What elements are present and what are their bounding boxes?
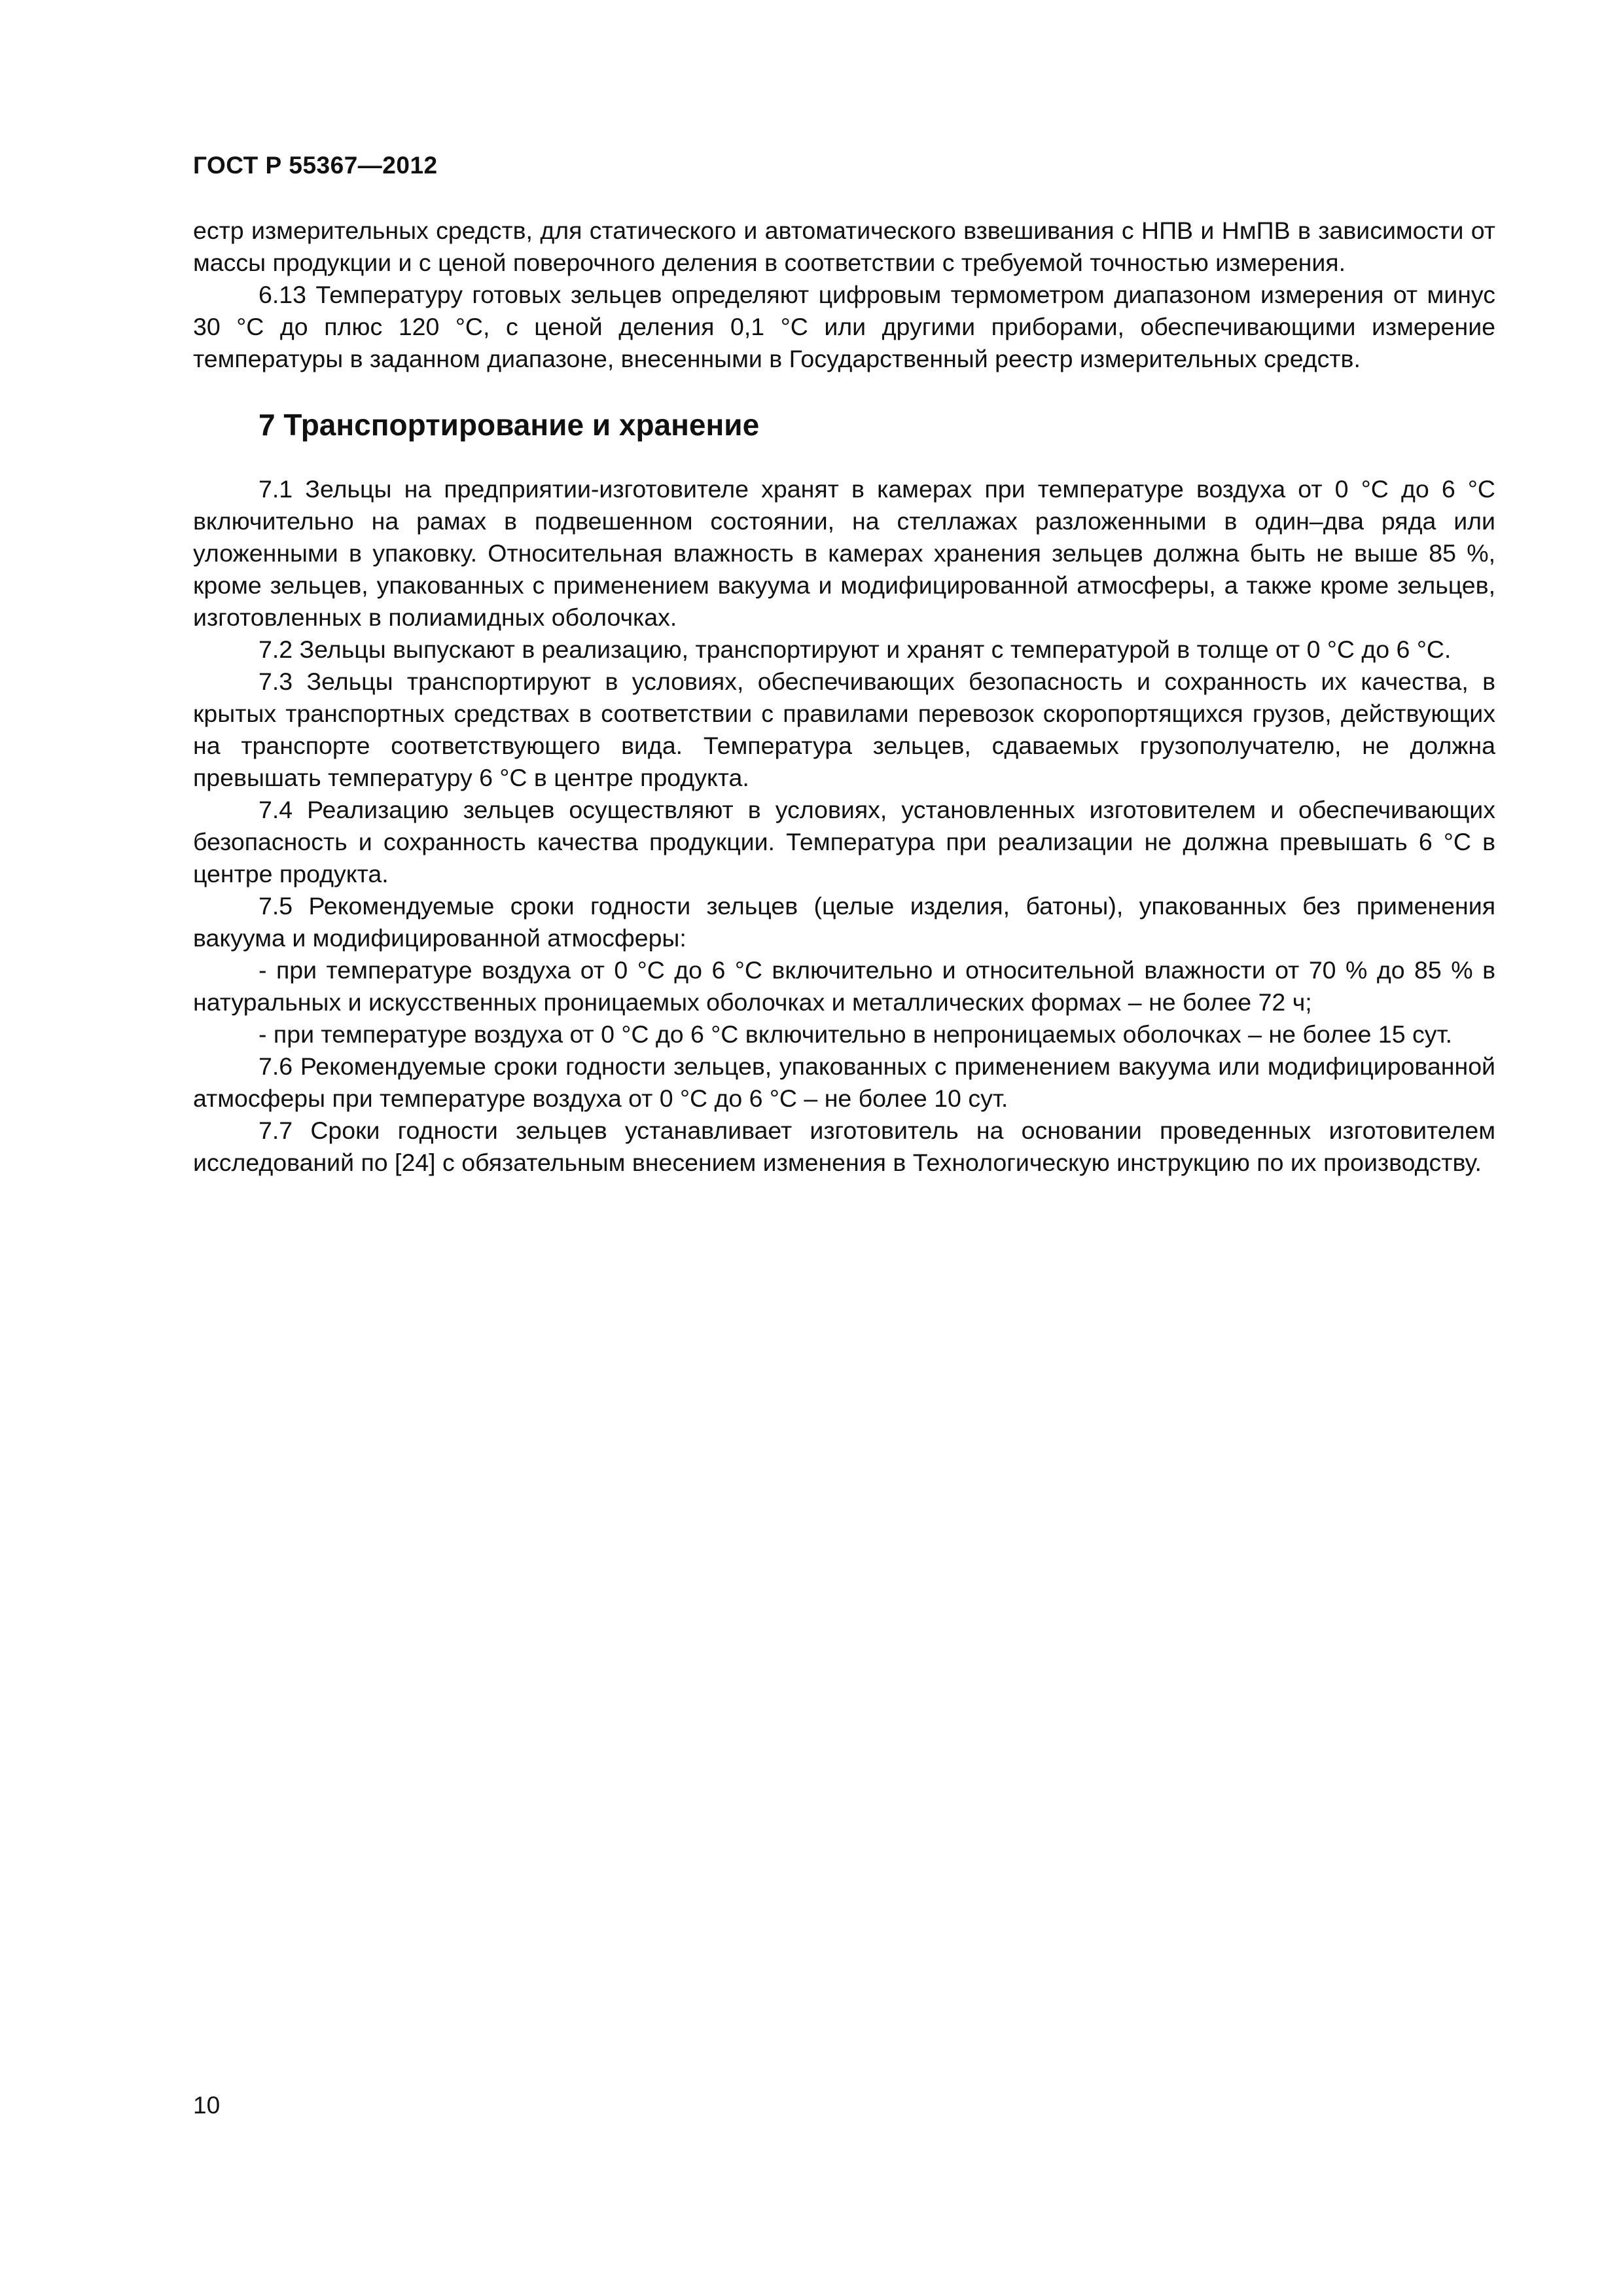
paragraph-6-13: 6.13 Температуру готовых зельцев определяют цифровым термометром диапазоном измерения от минус 30 °С до плюс 120 °С, с ценой деления 0,1 °С или другими приборами, обеспечивающими измерение температуры в заданном диапазоне, внесенными в Государственный реестр измерительных средств. xyxy=(193,281,1495,372)
paragraph-7-2: 7.2 Зельцы выпускают в реализацию, транспортируют и хранят с температурой в толще от 0 °С до 6 °С. xyxy=(259,636,1452,663)
paragraph-7-1: 7.1 Зельцы на предприятии-изготовителе хранят в камерах при температуре воздуха от 0 °С до 6 °С включительно на рамах в подвешенном состоянии, на стеллажах разложенными в один–два ряда или уложенными в упаковку. Относительная влажность в камерах хранения зельцев должна быть не выше 85 %, кроме зельцев, упакованных с применением вакуума и модифицированной атмосферы, а также кроме зельцев, изготовленных в полиамидных оболочках. xyxy=(193,475,1495,631)
paragraph-continuation: естр измерительных средств, для статического и автоматического взвешивания с НПВ и НмПВ в зависимости от массы продукции и с ценой поверочного деления в соответствии с требуемой точностью измерения. xyxy=(193,217,1495,276)
paragraph-7-3: 7.3 Зельцы транспортируют в условиях, обеспечивающих безопасность и сохранность их качества, в крытых транспортных средствах в соответствии с правилами перевозок скоропортящихся грузов, действующих на транспорте соответствующего вида. Температура зельцев, сдаваемых грузополучателю, не должна превышать температуру 6 °С в центре продукта. xyxy=(193,668,1495,791)
document-body xyxy=(193,215,1495,1179)
list-item-7-5-a: - при температуре воздуха от 0 °С до 6 °С включительно и относительной влажности от 70 % до 85 % в натуральных и искусственных проницаемых оболочках и металлических формах – не более 72 ч; xyxy=(193,956,1495,1016)
document-header: ГОСТ Р 55367—2012 xyxy=(193,152,438,179)
paragraph-7-5: 7.5 Рекомендуемые сроки годности зельцев (целые изделия, батоны), упакованных без применения вакуума и модифицированной атмосферы: xyxy=(193,892,1495,952)
paragraph-7-4: 7.4 Реализацию зельцев осуществляют в условиях, установленных изготовителем и обеспечивающих безопасность и сохранность качества продукции. Температура при реализации не должна превышать 6 °С в центре продукта. xyxy=(193,796,1495,888)
page-number: 10 xyxy=(193,2092,221,2119)
section-title: 7 Транспортирование и хранение xyxy=(259,408,760,442)
list-item-7-5-b: - при температуре воздуха от 0 °С до 6 °С включительно в непроницаемых оболочках – не более 15 сут. xyxy=(259,1020,1452,1048)
paragraph-7-6: 7.6 Рекомендуемые сроки годности зельцев, упакованных с применением вакуума или модифицированной атмосферы при температуре воздуха от 0 °С до 6 °С – не более 10 сут. xyxy=(193,1052,1495,1112)
paragraph-7-7: 7.7 Сроки годности зельцев устанавливает изготовитель на основании проведенных изготовителем исследований по [24] с обязательным внесением изменения в Технологическую инструкцию по их производству. xyxy=(193,1117,1495,1176)
